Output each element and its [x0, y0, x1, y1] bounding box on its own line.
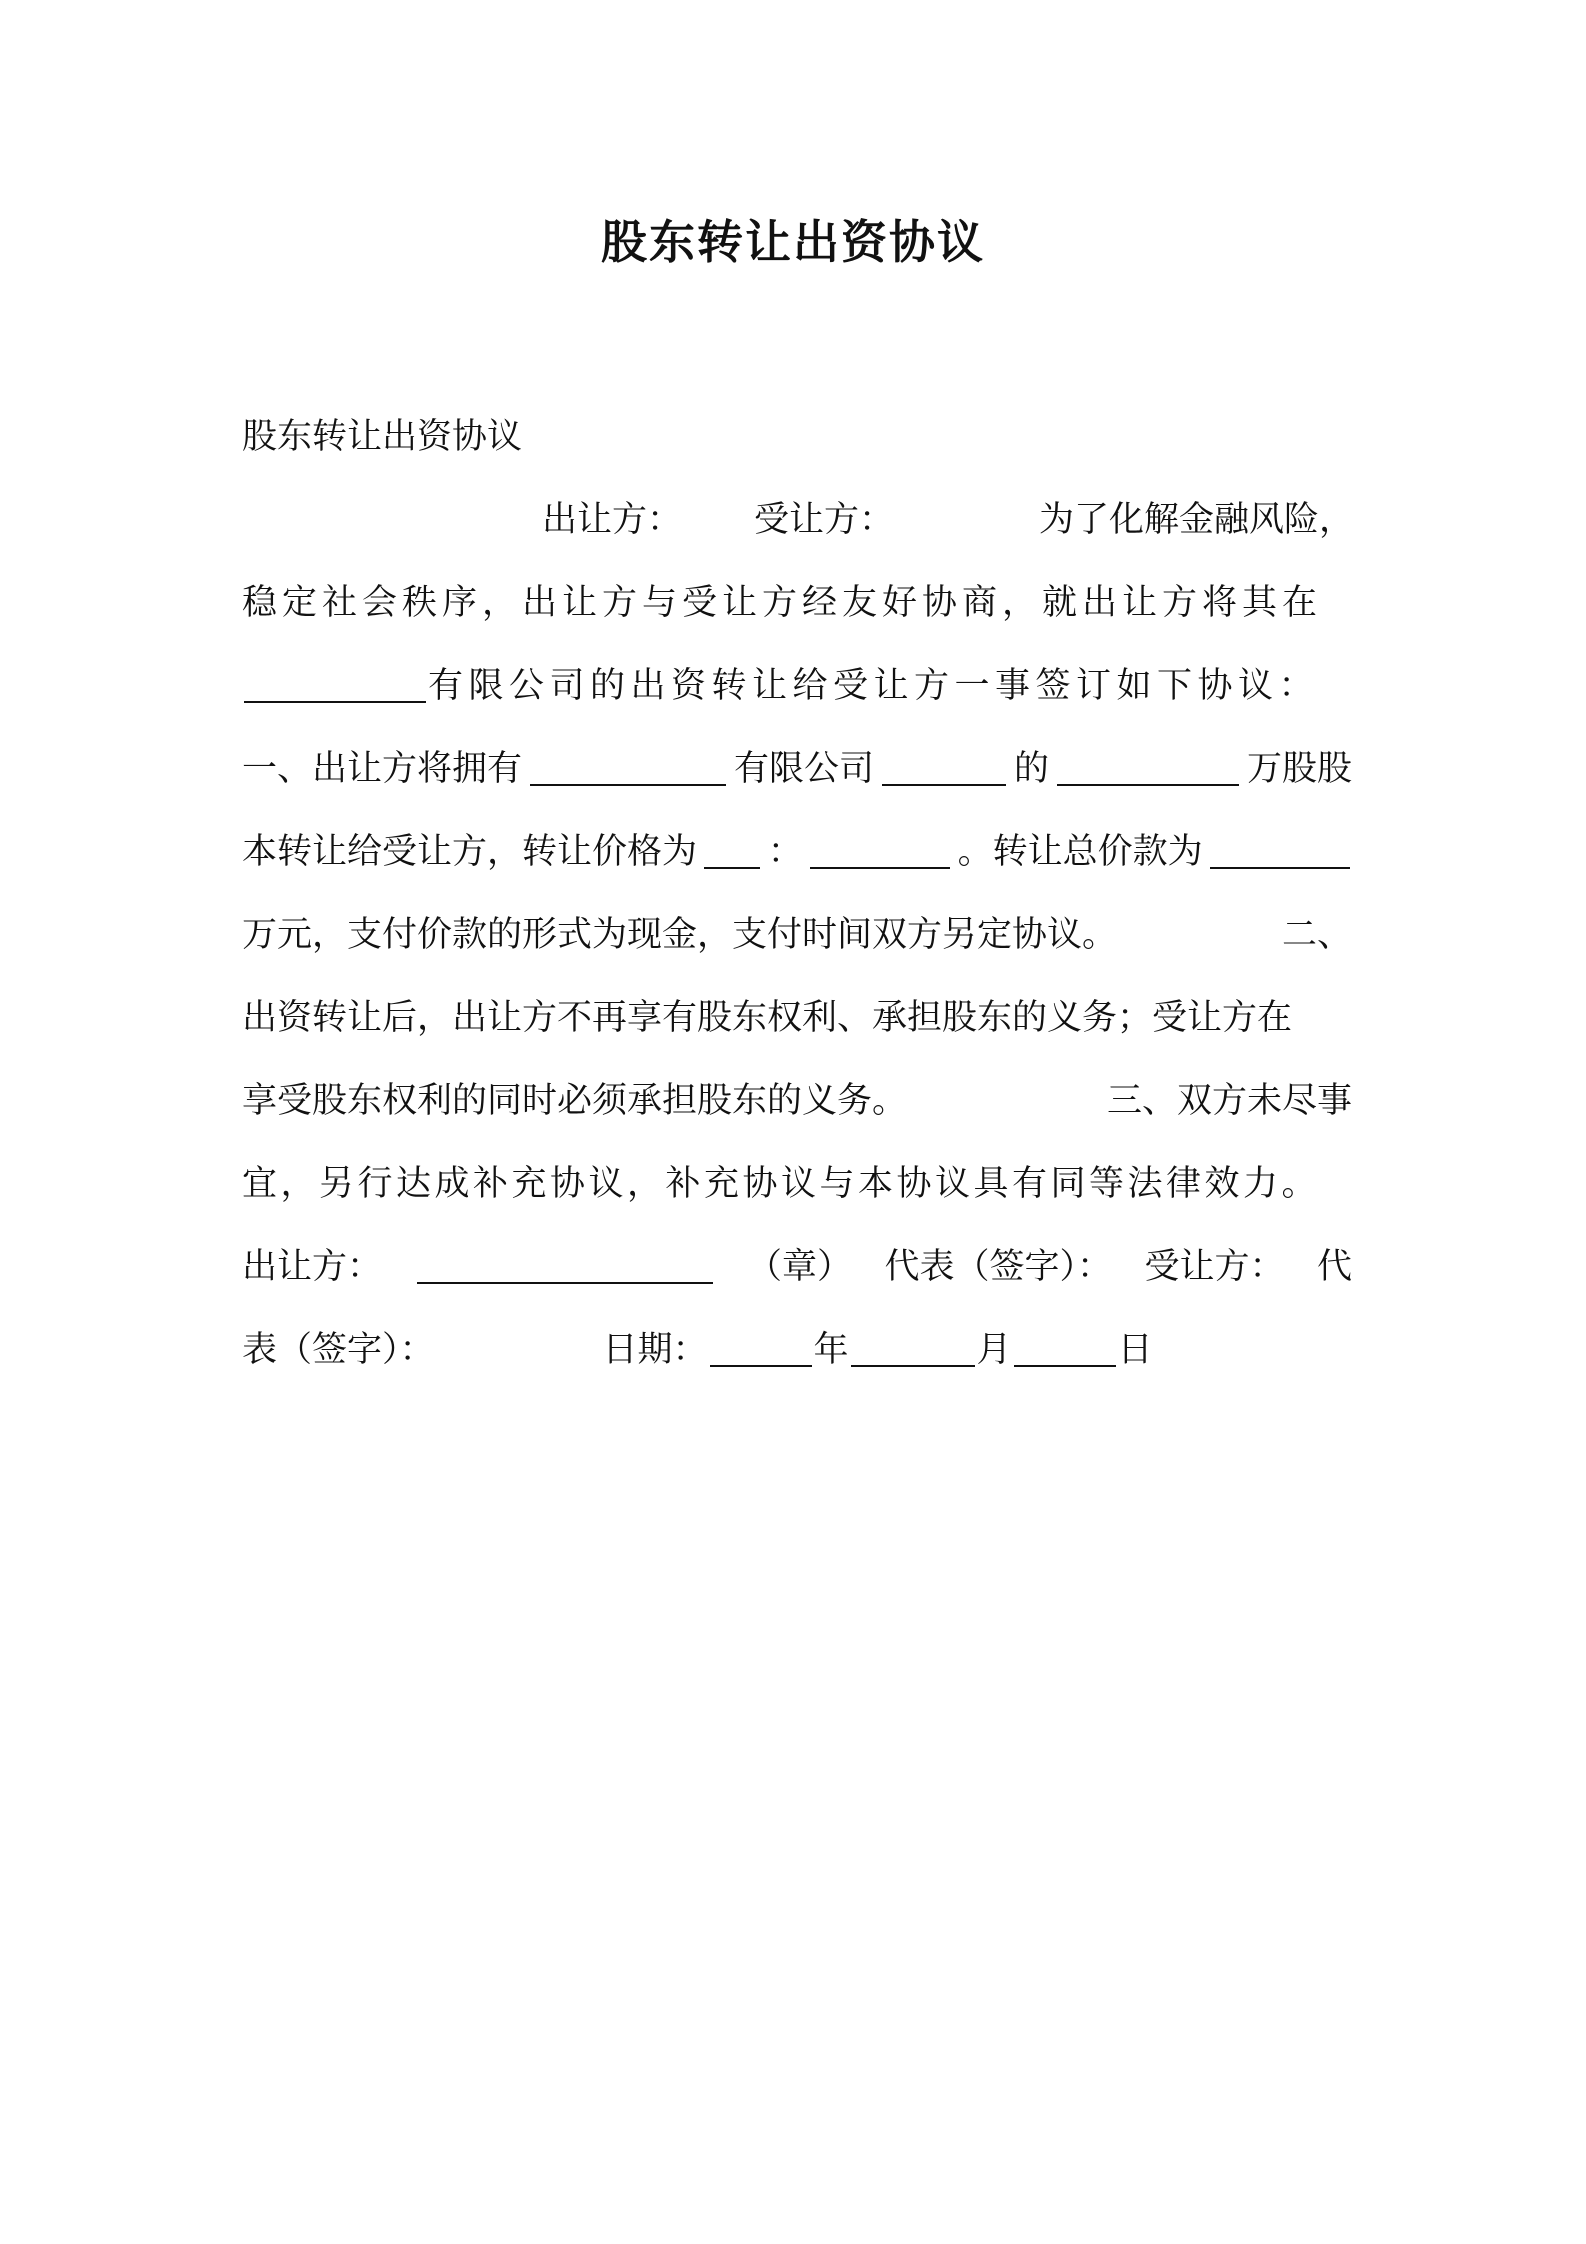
year-label: 年 [813, 1330, 849, 1370]
clause2-line-2 [242, 1073, 1352, 1129]
document-title: 股东转让出资协议 [601, 215, 985, 269]
clause2-heading: 二、 [1281, 915, 1352, 955]
clause1-line-1 [242, 741, 1352, 797]
clause1-line-2 [242, 824, 1352, 880]
day-blank [1014, 1329, 1116, 1367]
clause1-unit: 万股股 [1246, 749, 1352, 789]
share-company-blank [530, 748, 726, 786]
clause3-line-2 [242, 1156, 1352, 1212]
clause1-total-text: 。转让总价款为 [957, 832, 1203, 872]
intro-line-3 [242, 658, 1352, 714]
price-ratio-blank-b [810, 831, 950, 869]
year-blank [710, 1329, 812, 1367]
rep-sign-label: 代表（签字）： [884, 1247, 1112, 1287]
clause1-line-3 [242, 907, 1352, 963]
rep-sign-rest: 表（签字）： [242, 1330, 435, 1370]
signature-line-1 [242, 1239, 1352, 1295]
shares-blank [1057, 748, 1239, 786]
date-label: 日期： [602, 1330, 708, 1370]
price-colon: ： [767, 832, 803, 872]
signature-line-2 [242, 1322, 1352, 1378]
rep-char: 代 [1316, 1247, 1352, 1287]
clause3-heading: 三、双方未尽事 [1106, 1081, 1352, 1121]
company-blank [244, 665, 426, 703]
transferor-label: 出让方： [542, 500, 683, 540]
day-label: 日 [1117, 1330, 1153, 1370]
clause1-price-text: 本转让给受让方，转让价格为 [242, 832, 698, 872]
seal-label: （章） [746, 1247, 852, 1287]
month-blank [851, 1329, 975, 1367]
month-label: 月 [976, 1330, 1012, 1370]
clause2-line-1 [242, 990, 1352, 1046]
clause3-text: 宜，另行达成补充协议，补充协议与本协议具有同等法律效力。 [242, 1164, 1321, 1204]
clause1-of: 的 [1013, 749, 1049, 789]
sign-transferor-label: 出让方： [242, 1247, 383, 1287]
transferee-label: 受让方： [754, 500, 895, 540]
transferor-name-blank [417, 1246, 713, 1284]
intro-line-2 [242, 575, 1352, 631]
intro-line-1 [242, 492, 1355, 548]
percent-blank [882, 748, 1006, 786]
intro-text: 稳定社会秩序，出让方与受让方经友好协商，就出让方将其在 [242, 583, 1323, 623]
sign-transferee-label: 受让方： [1144, 1247, 1285, 1287]
clause2-text-2: 享受股东权利的同时必须承担股东的义务。 [242, 1081, 908, 1121]
intro-text-3: 有限公司的出资转让给受让方一事签订如下协议： [428, 666, 1320, 706]
total-price-blank [1210, 831, 1350, 869]
purpose-text: 为了化解金融风险， [1039, 500, 1355, 540]
clause2-text-1: 出资转让后，出让方不再享有股东权利、承担股东的义务；受让方在 [242, 998, 1293, 1038]
clause1-payment-text: 万元，支付价款的形式为现金，支付时间双方另定协议。 [242, 915, 1118, 955]
clause1-company: 有限公司 [733, 749, 874, 789]
document-subtitle: 股东转让出资协议 [242, 417, 523, 457]
price-ratio-blank-a [704, 831, 760, 869]
clause1-prefix: 一、出让方将拥有 [242, 749, 523, 789]
